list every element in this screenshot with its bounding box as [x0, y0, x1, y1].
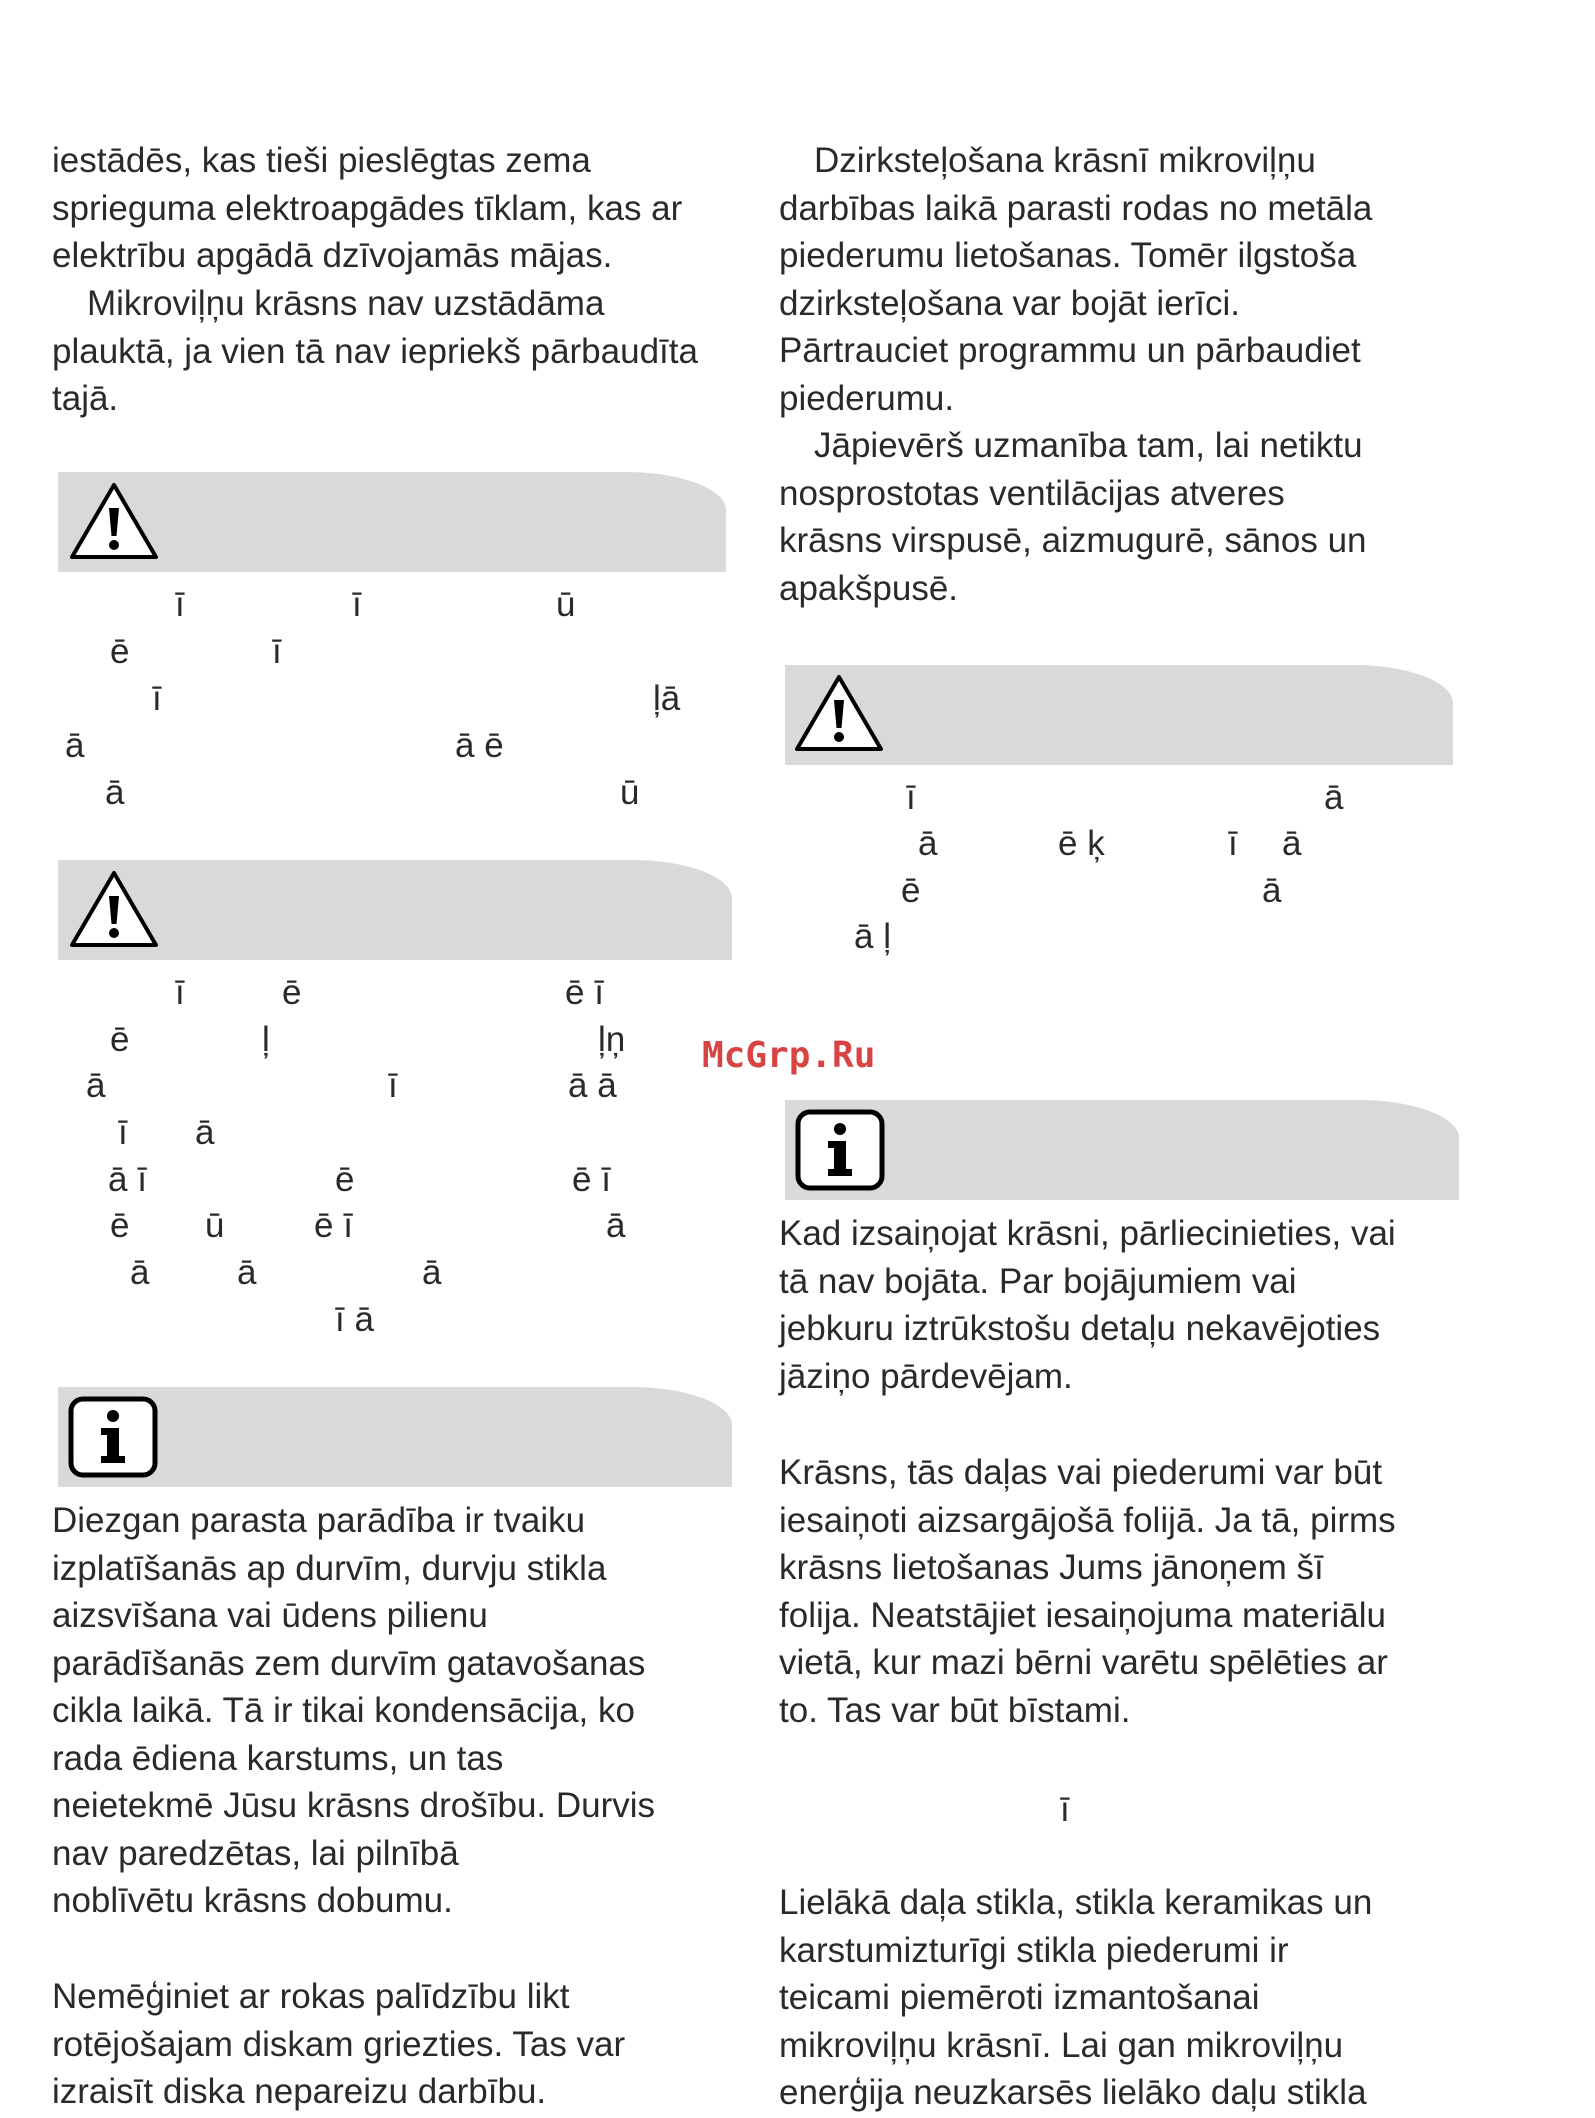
text-line: apakšpusē.: [779, 568, 959, 608]
warning-fragment: ē ī: [572, 1160, 611, 1199]
text-line: cikla laikā. Tā ir tikai kondensācija, ko: [52, 1691, 635, 1730]
text-line: parādīšanās zem durvīm gatavošanas: [52, 1643, 646, 1683]
text-line: Krāsns, tās daļas vai piederumi var būt: [779, 1453, 1383, 1492]
warning-fragment: ā: [65, 726, 85, 765]
warning-fragment: ā: [918, 824, 938, 863]
text-line: to. Tas var būt bīstami.: [779, 1690, 1131, 1730]
text-line: vietā, kur mazi bērni varētu spēlēties ar: [779, 1643, 1388, 1682]
text-line: jāziņo pārdevējam.: [779, 1356, 1073, 1396]
warning-fragment: ā ā: [568, 1066, 617, 1105]
text-line: Mikroviļņu krāsns nav uzstādāma: [87, 284, 605, 323]
warning-fragment: ī: [175, 973, 185, 1012]
warning-fragment: ī: [272, 632, 282, 671]
warning-fragment: ā: [1262, 871, 1282, 910]
text-line: karstumizturīgi stikla piederumi ir: [779, 1930, 1289, 1970]
text-line: folija. Neatstājiet iesaiņojuma materiālu: [779, 1595, 1386, 1635]
warning-fragment: ā ē: [455, 726, 504, 765]
warning-fragment: ā: [105, 773, 125, 812]
warning-fragment: ļ: [262, 1020, 270, 1059]
text-line: elektrību apgādā dzīvojamās mājas.: [52, 236, 613, 275]
warning-fragment: ū: [620, 773, 640, 812]
info-icon: [795, 1109, 885, 1191]
warning-fragment: ī ā: [335, 1300, 374, 1339]
text-line: rotējošajam diskam griezties. Tas var: [52, 2024, 626, 2064]
info-banner: [58, 1387, 732, 1487]
text-line: nav paredzētas, lai pilnībā: [52, 1833, 459, 1873]
text-line: enerģija neuzkarsēs lielāko daļu stikla: [779, 2073, 1367, 2112]
warning-fragment: ī: [906, 778, 916, 817]
text-line: plauktā, ja vien tā nav iepriekš pārbaudīta: [52, 331, 698, 371]
warning-fragment: ļņ: [598, 1020, 626, 1059]
warning-fragment: ē ī: [314, 1206, 353, 1245]
text-line: Lielākā daļa stikla, stikla keramikas un: [779, 1883, 1373, 1922]
foil-paragraph: [779, 1449, 1396, 1734]
info-2-text: [779, 1210, 1396, 1400]
info-icon: [68, 1396, 158, 1478]
vents-paragraph: [779, 422, 1367, 612]
text-line: Nemēģiniet ar rokas palīdzību likt: [52, 1977, 570, 2016]
warning-fragment: ā ī: [108, 1160, 147, 1199]
text-line: dzirksteļošana var bojāt ierīci.: [779, 283, 1241, 323]
watermark: McGrp.Ru: [702, 1035, 876, 1076]
warning-fragment: ā: [606, 1206, 626, 1245]
warning-fragment: ē: [110, 632, 130, 671]
text-line: izplatīšanās ap durvīm, durvju stikla: [52, 1548, 607, 1588]
rotate-paragraph: [52, 1973, 625, 2116]
text-line: nosprostotas ventilācijas atveres: [779, 473, 1285, 513]
text-line: Pārtrauciet programmu un pārbaudiet: [779, 331, 1361, 370]
info-1-text: [52, 1497, 655, 1925]
shelf-paragraph: [52, 280, 698, 423]
warning-fragment: ā ļ: [854, 917, 891, 956]
warning-fragment: ē ķ: [1058, 824, 1105, 863]
text-line: jebkuru iztrūkstošu detaļu nekavējoties: [779, 1309, 1381, 1348]
text-line: Diezgan parasta parādība ir tvaiku: [52, 1501, 586, 1540]
warning-fragment: ā: [195, 1113, 215, 1152]
warning-fragment: ē: [282, 973, 302, 1012]
glass-paragraph: [779, 1879, 1372, 2117]
warning-fragment: ā: [1324, 778, 1344, 817]
warning-fragment: ē: [110, 1206, 130, 1245]
warning-fragment: ļā: [653, 679, 681, 718]
text-line: sprieguma elektroapgādes tīklam, kas ar: [52, 188, 683, 228]
text-line: neietekmē Jūsu krāsns drošību. Durvis: [52, 1786, 656, 1825]
warning-fragment: ī: [388, 1066, 398, 1105]
text-line: mikroviļņu krāsnī. Lai gan mikroviļņu: [779, 2025, 1344, 2065]
warning-fragment: ī: [152, 679, 162, 718]
text-line: izraisīt diska nepareizu darbību.: [52, 2072, 547, 2111]
warning-fragment: ū: [205, 1206, 225, 1245]
warning-fragment: ā: [422, 1253, 442, 1292]
warning-fragment: ē ī: [565, 973, 604, 1012]
text-line: rada ēdiena karstums, un tas: [52, 1738, 504, 1778]
text-line: Jāpievērš uzmanība tam, lai netiktu: [814, 426, 1363, 465]
warning-fragment: ī: [352, 585, 362, 624]
intro-paragraph: [52, 137, 682, 280]
warning-fragment: ā: [1282, 824, 1302, 863]
warning-triangle-icon: [68, 868, 160, 950]
warning-fragment: ū: [556, 585, 576, 624]
text-line: darbības laikā parasti rodas no metāla: [779, 188, 1373, 228]
warning-triangle-icon: [793, 672, 885, 754]
text-line: krāsns virspusē, aizmugurē, sānos un: [779, 521, 1367, 560]
warning-fragment: ā: [237, 1253, 257, 1292]
warning-fragment: ī: [1228, 824, 1238, 863]
text-line: iestādēs, kas tieši pieslēgtas zema: [52, 141, 591, 180]
warning-fragment: ā: [86, 1066, 106, 1105]
warning-fragment: ā: [130, 1253, 150, 1292]
info-banner: [785, 1100, 1459, 1200]
warning-fragment: ī: [175, 585, 185, 624]
text-line: krāsns lietošanas Jums jānoņem šī: [779, 1548, 1324, 1587]
warning-fragment: ē: [335, 1160, 355, 1199]
warning-fragment: ī: [118, 1113, 128, 1152]
text-line: noblīvētu krāsns dobumu.: [52, 1881, 453, 1920]
text-line: piederumu lietošanas. Tomēr ilgstoša: [779, 236, 1357, 275]
sparks-paragraph: [779, 137, 1372, 422]
warning-fragment: ē: [901, 871, 921, 910]
text-line: teicami piemēroti izmantošanai: [779, 1978, 1260, 2017]
text-line: piederumu.: [779, 378, 955, 418]
text-line: aizsvīšana vai ūdens pilienu: [52, 1596, 488, 1635]
section-heading-fragment: ī: [1060, 1790, 1070, 1829]
text-line: tajā.: [52, 379, 119, 418]
text-line: iesaiņoti aizsargājošā folijā. Ja tā, pirms: [779, 1500, 1396, 1540]
warning-triangle-icon: [68, 480, 160, 562]
warning-banner: [785, 665, 1453, 765]
warning-fragment: ē: [110, 1020, 130, 1059]
text-line: Kad izsaiņojat krāsni, pārliecinieties, vai: [779, 1214, 1396, 1253]
text-line: tā nav bojāta. Par bojājumiem vai: [779, 1261, 1297, 1301]
text-line: Dzirksteļošana krāsnī mikroviļņu: [814, 141, 1316, 180]
